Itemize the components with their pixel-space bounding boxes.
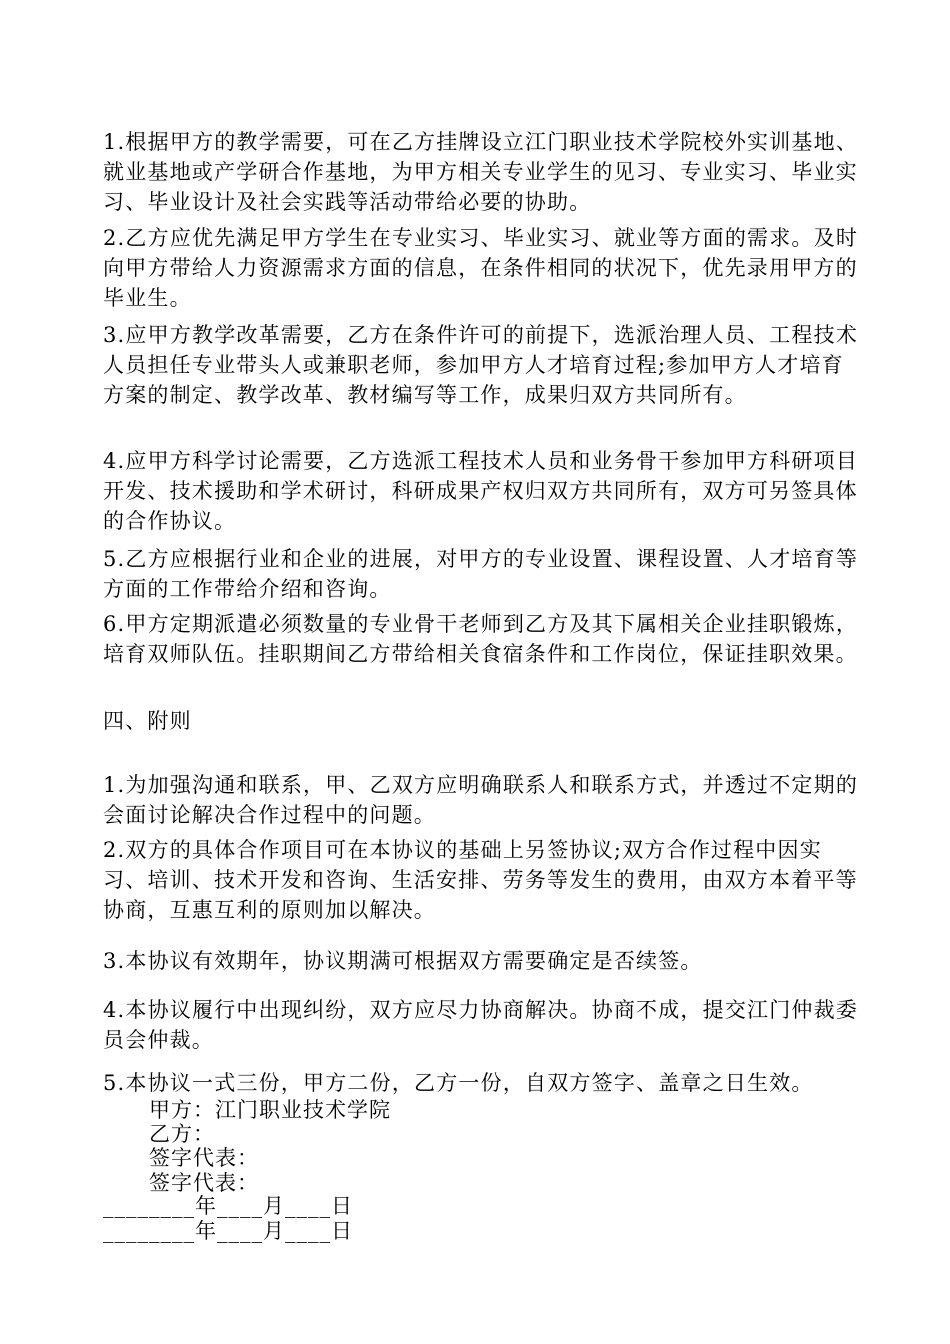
party-a-line: 甲方：江门职业技术学院: [149, 1098, 391, 1122]
representative-line-1: 签字代表：: [149, 1146, 259, 1170]
clause-3-1: 1.根据甲方的教学需要，可在乙方挂牌设立江门职业技术学院校外实训基地、就业基地或产学研合作基地，为甲方相关专业学生的见习、专业实习、毕业实习、毕业设计及社会实践等活动带给必要的协助。: [103, 130, 859, 214]
clause-4-3: 3.本协议有效期年，协议期满可根据双方需要确定是否续签。: [103, 949, 703, 973]
clause-3-4: 4.应甲方科学讨论需要，乙方选派工程技术人员和业务骨干参加甲方科研项目开发、技术援助和学术研讨，科研成果产权归双方共同所有，双方可另签具体的合作协议。: [103, 449, 859, 533]
clause-4-5: 5.本协议一式三份，甲方二份，乙方一份，自双方签字、盖章之日生效。: [103, 1071, 814, 1095]
clause-3-5: 5.乙方应根据行业和企业的进展，对甲方的专业设置、课程设置、人才培育等方面的工作带给介绍和咨询。: [103, 547, 859, 601]
clause-3-2: 2.乙方应优先满足甲方学生在专业实习、毕业实习、就业等方面的需求。及时向甲方带给人力资源需求方面的信息，在条件相同的状况下，优先录用甲方的毕业生。: [103, 226, 859, 310]
representative-line-2: 签字代表：: [149, 1171, 259, 1195]
clause-3-3: 3.应甲方教学改革需要，乙方在条件许可的前提下，选派治理人员、工程技术人员担任专业带头人或兼职老师，参加甲方人才培育过程;参加甲方人才培育方案的制定、教学改革、教材编写等工作，成果归双方共同所有。: [103, 323, 859, 407]
date-line-2: ________年____月____日: [103, 1219, 353, 1243]
section-heading-appendix: 四、附则: [103, 709, 192, 733]
clause-4-4: 4.本协议履行中出现纠纷，双方应尽力协商解决。协商不成，提交江门仲裁委员会仲裁。: [103, 998, 859, 1052]
clause-4-1: 1.为加强沟通和联系，甲、乙双方应明确联系人和联系方式，并透过不定期的会面讨论解决合作过程中的问题。: [103, 773, 859, 827]
date-line-1: ________年____月____日: [103, 1194, 353, 1218]
clause-3-6: 6.甲方定期派遣必须数量的专业骨干老师到乙方及其下属相关企业挂职锻炼，培育双师队伍。挂职期间乙方带给相关食宿条件和工作岗位，保证挂职效果。: [103, 612, 859, 666]
party-b-line: 乙方：: [149, 1122, 215, 1146]
clause-4-2: 2.双方的具体合作项目可在本协议的基础上另签协议;双方合作过程中因实习、培训、技术开发和咨询、生活安排、劳务等发生的费用，由双方本着平等协商，互惠互利的原则加以解决。: [103, 838, 858, 922]
